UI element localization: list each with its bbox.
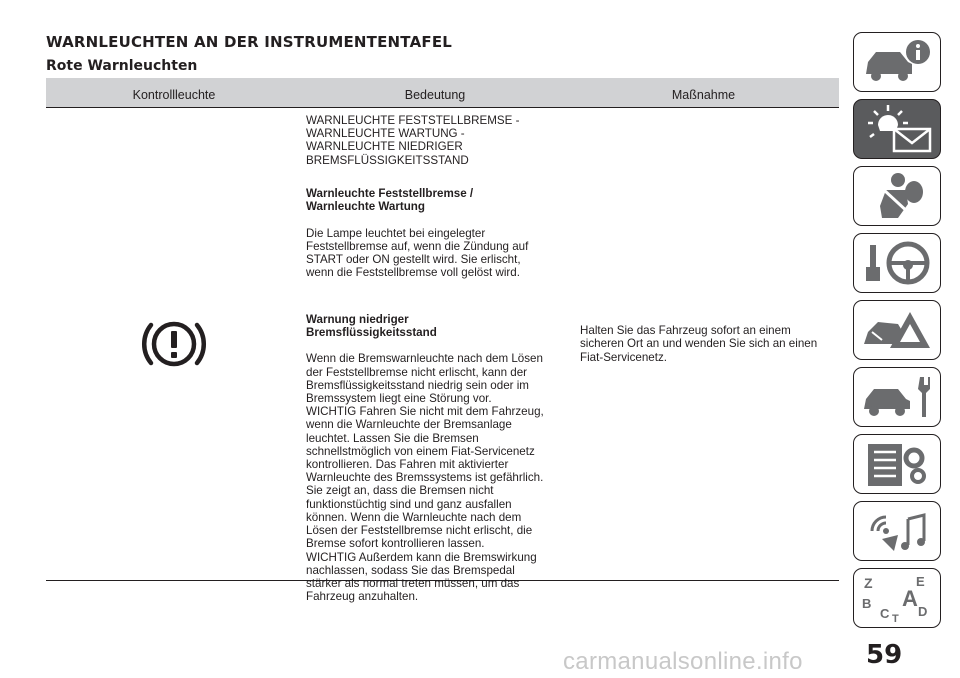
page-title: WARNLEUCHTEN AN DER INSTRUMENTENTAFEL	[46, 33, 453, 51]
page-number: 59	[866, 640, 903, 670]
section-parking-brake	[306, 174, 568, 293]
column-header: Maßnahme	[671, 88, 736, 102]
tab-technical-data[interactable]	[853, 434, 941, 494]
indicator-cell	[46, 108, 302, 580]
index-letter: D	[918, 604, 928, 619]
safety-airbag-icon	[858, 170, 936, 222]
warning-intro: WARNLEUCHTE FESTSTELLBREMSE - WARNLEUCHTE WARTUNG - WARNLEUCHTE NIEDRIGER BREMSFLÜSSIGKEITSSTAND	[306, 114, 520, 167]
tab-index[interactable]	[853, 568, 941, 628]
tab-starting-driving[interactable]	[853, 233, 941, 293]
section-text: Wenn die Bremswarnleuchte nach dem Lösen der Feststellbremse nicht erlischt, kann der Bremsflüssigkeitsstand niedrig sein oder im Bremssystem liegt eine Störung vor. WICHTIG Fahren Sie nicht mit dem Fahrzeug, wenn die Warnleuchte der Bremsanlage leuchtet. Lassen Sie die Bremsen schnellstmöglich von einem Fiat-Servicenetz kontrollieren. Das Fahren mit aktivierter Warnleuchte des Bremssystems ist gefährlich. Sie zeigt an, dass die Bremsen nicht funktionstüchtig sind und ganz ausfallen können. Wenn die Warnleuchte nach dem Lösen der Feststellbremse nicht erlischt, die Bremse sofort kontrollieren lassen. WICHTIG Außerdem kann die Bremswirkung nachlassen, sodass Sie das Bremspedal stärker als normal treten müssen, um das Fahrzeug anzuhalten.	[306, 352, 544, 604]
section-subtitle: Rote Warnleuchten	[46, 58, 198, 74]
index-letter: Z	[864, 575, 873, 591]
index-letter: A	[902, 586, 918, 611]
action-cell	[568, 108, 839, 580]
section-heading: Warnung niedriger Bremsflüssigkeitsstand	[306, 312, 437, 340]
warning-lights-icon	[858, 103, 936, 155]
section-brake-fluid	[306, 300, 568, 617]
column-header: Kontrollleuchte	[132, 88, 216, 102]
tab-warning-lights[interactable]	[853, 99, 941, 159]
brake-warning-icon	[139, 313, 209, 375]
starting-driving-icon	[858, 237, 936, 289]
action-text: Halten Sie das Fahrzeug sofort an einem sicheren Ort an und wenden Sie sich an einen Fiat-Servicenetz.	[580, 324, 818, 364]
technical-data-icon	[858, 438, 936, 490]
emergency-icon	[858, 304, 936, 356]
tab-safety[interactable]	[853, 166, 941, 226]
multimedia-icon	[858, 505, 936, 557]
table-row	[46, 108, 839, 604]
column-header: Bedeutung	[404, 88, 466, 102]
meaning-cell	[302, 108, 568, 604]
index-letter: C	[880, 606, 890, 621]
index-letter: T	[892, 613, 899, 624]
tab-multimedia[interactable]	[853, 501, 941, 561]
car-info-icon	[858, 36, 936, 88]
index-letter: E	[916, 574, 925, 589]
warning-lights-table	[46, 78, 839, 604]
tab-car-info[interactable]	[853, 32, 941, 92]
table-header	[46, 78, 839, 108]
index-icon	[858, 572, 936, 624]
tab-maintenance[interactable]	[853, 367, 941, 427]
index-letter: B	[862, 596, 872, 611]
maintenance-icon	[858, 371, 936, 423]
chapter-tabs	[853, 32, 943, 635]
section-heading: Warnleuchte Feststellbremse / Warnleuchte Wartung	[306, 187, 474, 214]
tab-emergency[interactable]	[853, 300, 941, 360]
watermark: carmanualsonline.info	[563, 648, 803, 675]
section-text: Die Lampe leuchtet bei eingelegter Feststellbremse auf, wenn die Zündung auf START oder ON gestellt wird. Sie erlischt, wenn die Feststellbremse voll gelöst wird.	[306, 226, 529, 280]
